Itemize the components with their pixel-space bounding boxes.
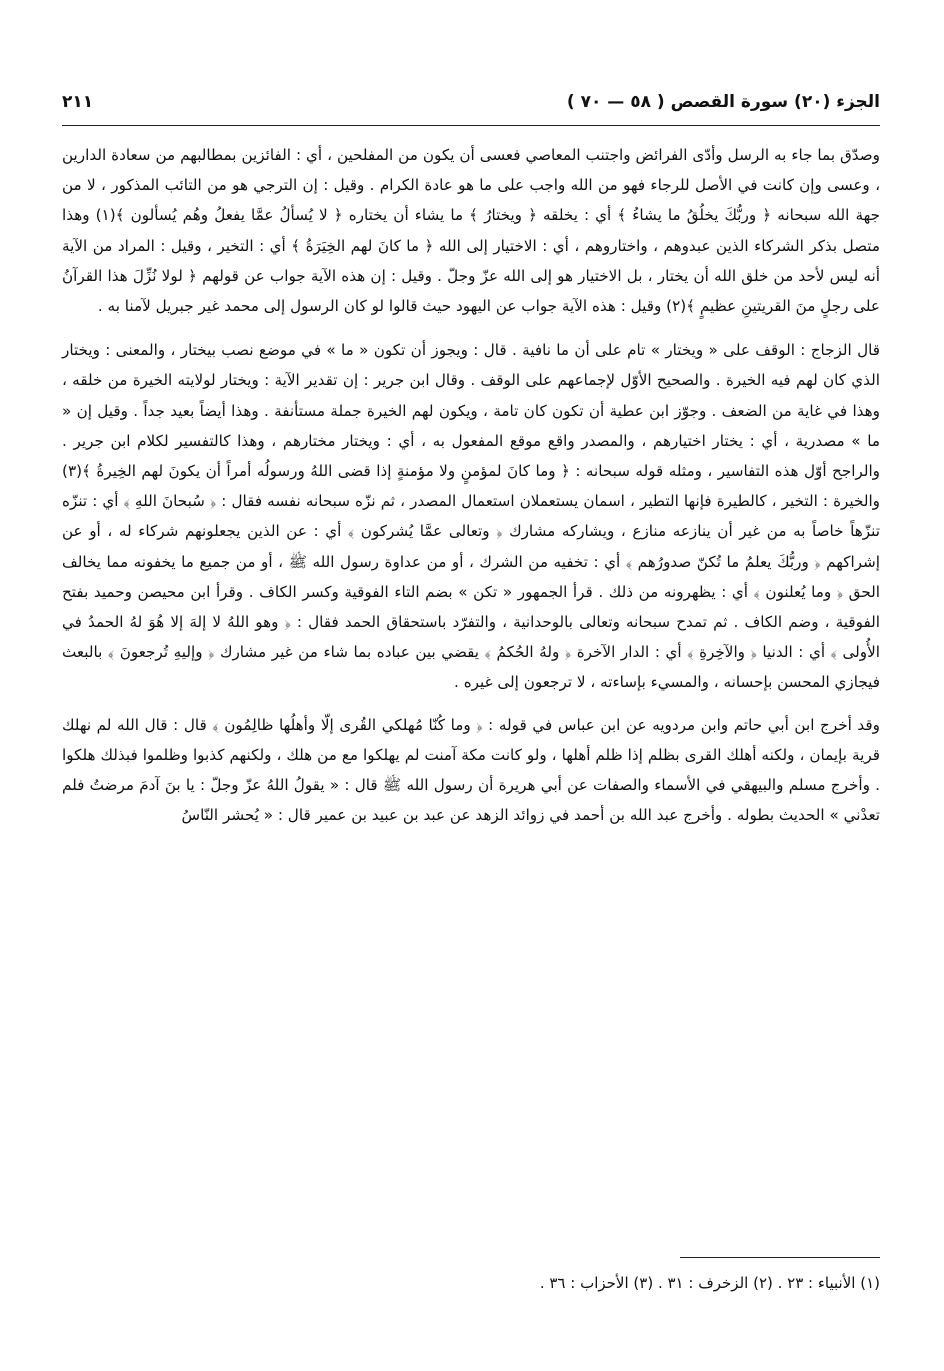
main-text — [62, 140, 880, 842]
footnote-rule — [680, 1257, 880, 1258]
running-head — [62, 84, 880, 124]
footnotes: (١) الأنبياء : ٢٣ . (٢) الزخرف : ٣١ . (٣) الأحزاب : ٣٦ . — [539, 1274, 880, 1292]
paragraph-3: وقد أخرج ابن أبي حاتم وابن مردويه عن ابن عباس في قوله : ﴿ وما كُنّا مُهلكي القُرى إلّا وأهلُها ظالِمُون ﴾ قال : قال الله لم نهلك قرية بإيمان ، ولكنه أهلك القرى بظلم إذا ظلم أهلها ، ولو كانت مكة آمنت لم يهلكوا مع من هلك ، ولكنهم كذبوا وظلموا فبذلك هلكوا . وأخرج مسلم والبيهقي في الأسماء والصفات عن أبي هريرة أن رسول الله ﷺ قال : « يقولُ اللهُ عزّ وجلّ : يا بنَ آدمَ مرضتُ فلم تعدْني » الحديث بطوله . وأخرج عبد الله بن أحمد في زوائد الزهد عن عبد بن عبيد بن عمير قال : « يُحشر النّاسُ — [62, 715, 880, 825]
paragraph-2: قال الزجاج : الوقف على « ويختار » تام على أن ما نافية . قال : ويجوز أن تكون « ما » في موضع نصب بيختار ، والمعنى : ويختار الذي كان لهم فيه الخيرة . والصحيح الأوّل لإجماعهم على الوقف . وقال ابن جرير : إن تقدير الآية : ويختار لولايته الخيرة من خلقه ، وهذا في غاية من الضعف . وجوّز ابن عطية أن تكون كان تامة ، ويكون لهم الخيرة جملة مستأنفة . وهذا أيضاً بعيد جداً . وقيل إن « ما » مصدرية ، أي : يختار اختيارهم ، والمصدر واقع موقع المفعول به ، أي : ويختار مختارهم ، وهذا كالتفسير لكلام ابن جرير . والراجح أوّل هذه التفاسير ، ومثله قوله سبحانه : ﴿ وما كانَ لمؤمنٍ ولا مؤمنةٍ إذا قضى اللهُ ورسولُه أمراً أن يكونَ لهم الخِيرةُ ﴾(٣) والخيرة : التخير ، كالطيرة فإنها التطير ، اسمان يستعملان استعمال المصدر ، ثم نزّه سبحانه نفسه فقال : ﴿ سُبحانَ اللهِ ﴾ أي : تنزّه تنزّهاً خاصاً به من غير أن ينازعه منازع ، ويشاركه مشارك ﴿ وتعالى عمَّا يُشركون ﴾ أي : عن الذين يجعلونهم شركاء له ، أو عن إشراكهم ﴿ وربُّكَ يعلمُ ما تُكنّ صدورُهم ﴾ أي : تخفيه من الشرك ، أو من عداوة رسول الله ﷺ ، أو من جميع ما يخفونه مما يخالف الحق ﴿ وما يُعلنون ﴾ أي : يظهرونه من ذلك . قرأ الجمهور « تكن » بضم التاء الفوقية وكسر الكاف . وقرأ ابن محيصن وحميد بفتح الفوقية ، وضم الكاف . ثم تمدح سبحانه وتعالى بالوحدانية ، والتفرّد باستحقاق الحمد فقال : ﴿ وهو اللهُ لا إلهَ إلا هُوَ لهُ الحمدُ في الأُولى ﴾ أي : الدنيا ﴿ والآخِرةِ ﴾ أي : الدار الآخرة ﴿ ولهُ الحُكمُ ﴾ يقضي بين عباده بما شاء من غير مشارك ﴿ وإليهِ تُرجعونَ ﴾ بالبعث فيجازي المحسن بإحسانه ، والمسيء بإساءته ، لا ترجعون إلى غيره . — [62, 341, 880, 692]
running-title: الجزء (٢٠) سورة القصص ( ٥٨ — ٧٠ ) — [566, 92, 880, 112]
header-rule — [62, 125, 880, 126]
page-number: ٢١١ — [62, 92, 94, 112]
paragraph-1: وصدّق بما جاء به الرسل وأدّى الفرائض واجتنب المعاصي فعسى أن يكون من المفلحين ، أي : الفائزين بمطالبهم من سعادة الدارين ، وعسى وإن كانت في الأصل للرجاء فهو من الله واجب على ما هو عادة الكرام . وقيل : إن الترجي هو من التائب المذكور ، لا من جهة الله سبحانه ﴿ وربُّكَ يخلُقُ ما يشاءُ ﴾ أي : يخلقه ﴿ ويختارُ ﴾ ما يشاء أن يختاره ﴿ لا يُسألُ عمَّا يفعلُ وهُم يُسألون ﴾(١) وهذا متصل بذكر الشركاء الذين عبدوهم ، واختاروهم ، أي : الاختيار إلى الله ﴿ ما كانَ لهم الخِيَرَةُ ﴾ أي : التخير ، وقيل : المراد من الآية أنه ليس لأحد من خلق الله أن يختار ، بل الاختيار هو إلى الله عزّ وجلّ . وقيل : إن هذه الآية جواب عن قولهم ﴿ لولا نُزِّلَ هذا القرآنُ على رجلٍ منَ القريتينِ عظيمٍ ﴾(٢) وقيل : هذه الآية جواب عن اليهود حيث قالوا لو كان الرسول إلى محمد غير جبريل لآمنا به . — [62, 146, 880, 316]
